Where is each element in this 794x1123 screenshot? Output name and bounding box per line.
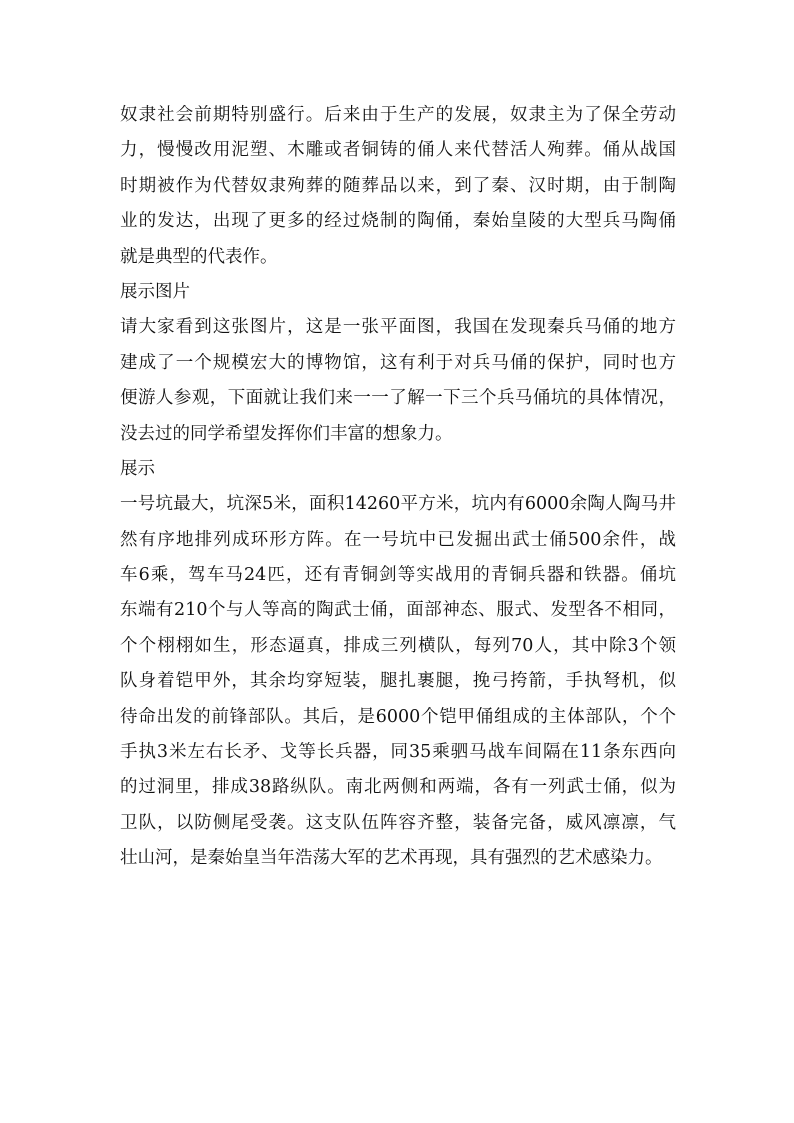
- paragraph-2-line-4: 没去过的同学希望发挥你们丰富的想象力。: [120, 423, 453, 444]
- section-heading-show-picture: 展示图片: [120, 281, 190, 302]
- paragraph-3-line-7: 待命出发的前锋部队。其后，是6000个铠甲俑组成的主体部队，个个: [120, 706, 676, 727]
- paragraph-2-line-3: 便游人参观，下面就让我们来一一了解一下三个兵马俑坑的具体情况，: [120, 388, 676, 409]
- paragraph-2-line-1: 请大家看到这张图片，这是一张平面图，我国在发现秦兵马俑的地方: [120, 317, 676, 338]
- paragraph-3-line-8: 手执3米左右长矛、戈等长兵器，同35乘驷马战车间隔在11条东西向: [120, 742, 676, 763]
- paragraph-3-line-6: 队身着铠甲外，其余均穿短装，腿扎裹腿，挽弓挎箭，手执弩机，似: [120, 671, 676, 692]
- paragraph-1-line-1: 奴隶社会前期特别盛行。后来由于生产的发展，奴隶主为了保全劳动: [120, 105, 676, 125]
- paragraph-3-line-9: 的过洞里，排成38路纵队。南北两侧和两端，各有一列武士俑，似为: [120, 777, 676, 798]
- paragraph-3-line-5: 个个栩栩如生，形态逼真，排成三列横队，每列70人，其中除3个领: [120, 635, 676, 656]
- paragraph-3-line-10: 卫队，以防侧尾受袭。这支队伍阵容齐整，装备完备，威风凛凛，气: [120, 812, 676, 833]
- paragraph-1-line-4: 业的发达，出现了更多的经过烧制的陶俑，秦始皇陵的大型兵马陶俑: [120, 211, 676, 232]
- section-heading-show: 展示: [120, 458, 155, 479]
- paragraph-3-line-3: 车6乘，驾车马24匹，还有青铜剑等实战用的青铜兵器和铁器。俑坑: [120, 565, 676, 586]
- paragraph-3-line-11: 壮山河，是秦始皇当年浩荡大军的艺术再现，具有强烈的艺术感染力。: [120, 848, 663, 869]
- paragraph-2-line-2: 建成了一个规模宏大的博物馆，这有利于对兵马俑的保护，同时也方: [120, 352, 676, 373]
- paragraph-1-line-5: 就是典型的代表作。: [120, 246, 278, 267]
- paragraph-3-line-1: 一号坑最大，坑深5米，面积14260平方米，坑内有6000余陶人陶马井: [120, 494, 676, 515]
- document-body: [120, 98, 676, 877]
- paragraph-1-line-3: 时期被作为代替奴隶殉葬的随葬品以来，到了秦、汉时期，由于制陶: [120, 175, 676, 196]
- paragraph-3-line-2: 然有序地排列成环形方阵。在一号坑中已发掘出武士俑500余件，战: [120, 529, 676, 550]
- paragraph-3-line-4: 东端有210个与人等高的陶武士俑，面部神态、服式、发型各不相同，: [120, 600, 676, 621]
- paragraph-1-line-2: 力，慢慢改用泥塑、木雕或者铜铸的俑人来代替活人殉葬。俑从战国: [120, 140, 676, 161]
